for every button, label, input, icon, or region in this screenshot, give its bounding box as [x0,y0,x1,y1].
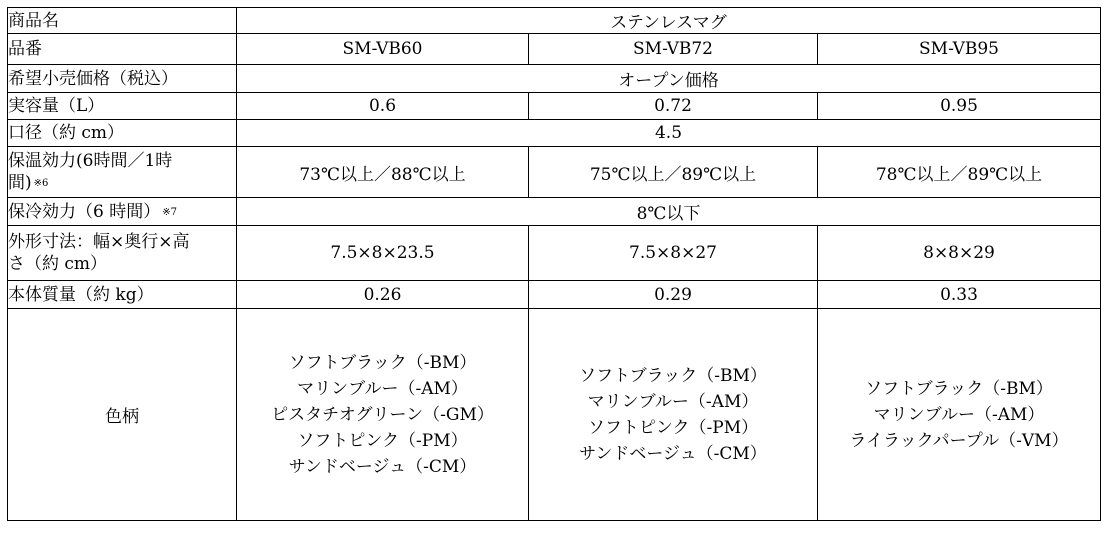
row-capacity [8,93,1101,120]
value-dimensions-2: 7.5×8×27 [529,226,818,281]
label-price: 希望小売価格（税込） [8,65,237,93]
value-heat-3: 78℃以上／89℃以上 [818,147,1101,198]
color-item: ソフトピンク（-PM） [297,430,468,451]
label-colors: 色柄 [8,309,237,521]
value-weight-3: 0.33 [818,281,1101,309]
value-product-name: ステンレスマグ [237,8,1101,34]
color-item: ライラックパープル（-VM） [849,430,1069,451]
value-capacity-1: 0.6 [237,93,529,120]
color-item: ピスタチオグリーン（-GM） [271,404,494,425]
color-item: サンドベージュ（-CM） [579,443,767,464]
value-model-3: SM-VB95 [818,34,1101,65]
color-list-1 [271,350,494,480]
value-cold-retention: 8℃以下 [237,198,1101,226]
value-capacity-3: 0.95 [818,93,1101,120]
label-weight: 本体質量（約 kg） [8,281,237,309]
row-dimensions [8,226,1101,281]
value-model-2: SM-VB72 [529,34,818,65]
value-colors-1 [237,309,529,521]
value-colors-2 [529,309,818,521]
value-dimensions-3: 8×8×29 [818,226,1101,281]
label-heat-retention-line1: 保温効力(6時間／1時 [8,151,173,171]
color-item: ソフトブラック（-BM） [579,365,767,386]
row-product-name [8,8,1101,34]
label-dimensions-line2: さ（約 cm） [8,254,108,274]
value-model-1: SM-VB60 [237,34,529,65]
color-item: サンドベージュ（-CM） [288,456,477,477]
value-price: オープン価格 [237,65,1101,93]
color-item: マリンブルー（-AM） [587,391,759,412]
label-capacity: 実容量（L） [8,93,237,120]
value-dimensions-1: 7.5×8×23.5 [237,226,529,281]
label-dimensions-line1: 外形寸法：幅×奥行×高 [8,232,190,252]
color-item: ソフトブラック（-BM） [865,378,1053,399]
value-colors-3 [818,309,1101,521]
footnote-mark-7: ※7 [162,206,177,218]
label-product-name: 商品名 [8,8,237,34]
value-weight-2: 0.29 [529,281,818,309]
value-diameter: 4.5 [237,120,1101,147]
label-dimensions [8,226,237,281]
row-heat-retention [8,147,1101,198]
label-model: 品番 [8,34,237,65]
row-cold-retention [8,198,1101,226]
row-model [8,34,1101,65]
color-list-3 [850,376,1069,454]
value-capacity-2: 0.72 [529,93,818,120]
spec-table [7,7,1101,521]
color-item: ソフトピンク（-PM） [587,417,759,438]
footnote-mark-6: ※6 [33,178,49,189]
row-price [8,65,1101,93]
value-heat-2: 75℃以上／89℃以上 [529,147,818,198]
value-weight-1: 0.26 [237,281,529,309]
label-heat-retention [8,147,237,198]
label-cold-retention-text: 保冷効力（6 時間） [8,201,161,222]
row-colors [8,309,1101,521]
value-heat-1: 73℃以上／88℃以上 [237,147,529,198]
row-weight [8,281,1101,309]
label-cold-retention [8,198,237,226]
row-diameter [8,120,1101,147]
color-item: ソフトブラック（-BM） [288,352,477,373]
label-heat-retention-line2: 間) [8,173,32,193]
label-diameter: 口径（約 cm） [8,120,237,147]
color-list-2 [579,363,767,467]
color-item: マリンブルー（-AM） [873,404,1045,425]
color-item: マリンブルー（-AM） [297,378,468,399]
